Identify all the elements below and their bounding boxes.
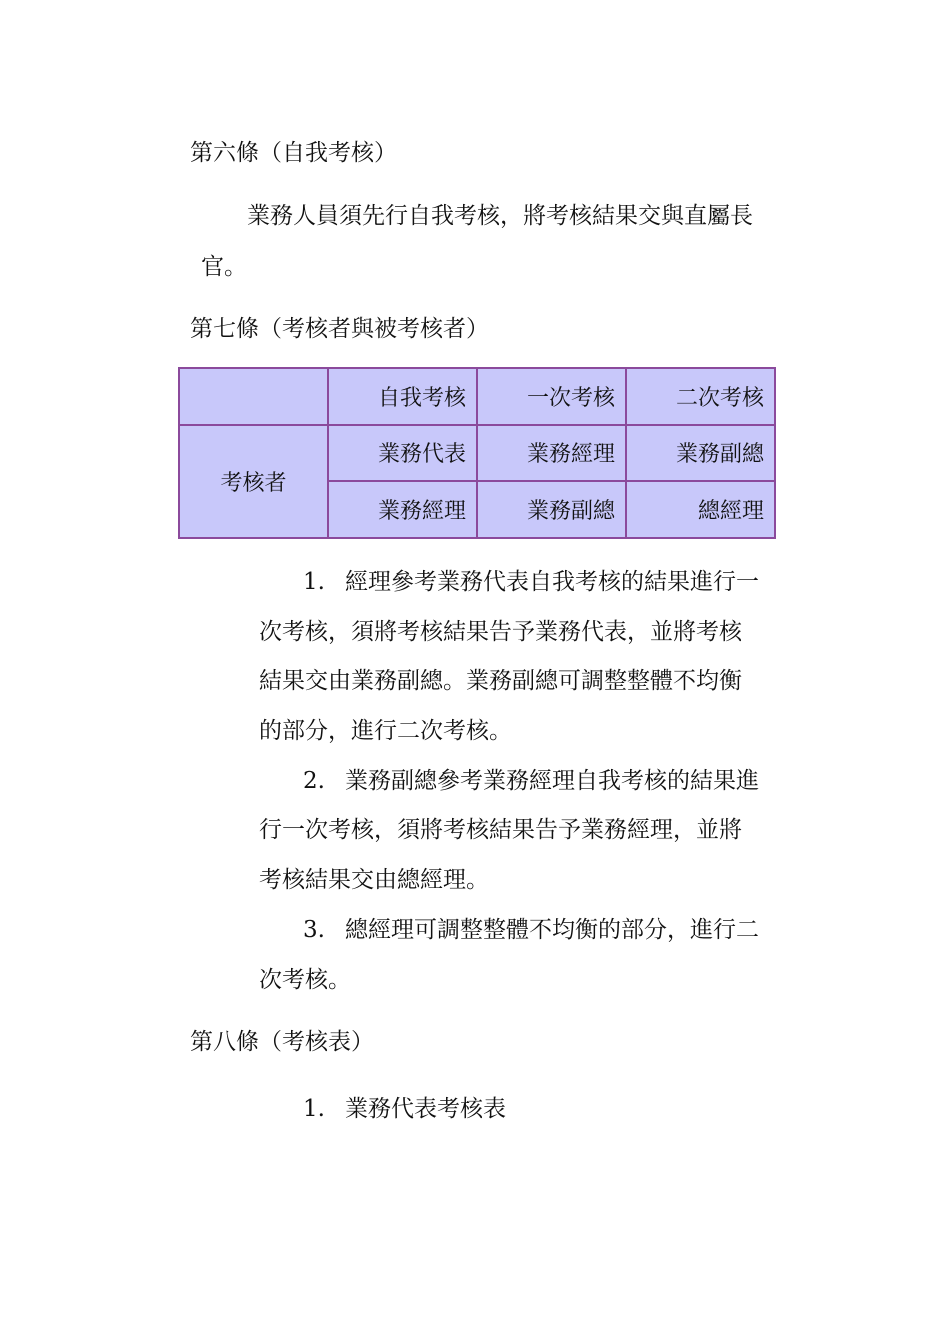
article8-item1-number: 1. [303, 1096, 325, 1122]
table-cell: 業務副總 [626, 425, 775, 482]
article7-heading: 第七條（考核者與被考核者） [190, 316, 489, 342]
table-cell: 業務經理 [477, 425, 626, 482]
article6-heading: 第六條（自我考核） [190, 140, 397, 166]
article7-item3-number: 3. [303, 917, 325, 943]
article7-item1-line1: 經理參考業務代表自我考核的結果進行一 [345, 569, 759, 595]
article8-item1-text: 業務代表考核表 [345, 1096, 506, 1122]
article8-heading: 第八條（考核表） [190, 1029, 374, 1055]
table-row [179, 425, 775, 482]
table-cell: 業務副總 [477, 481, 626, 538]
table-corner-cell [179, 368, 328, 425]
table-cell: 業務經理 [328, 481, 477, 538]
article6-body-line2: 官。 [201, 254, 247, 280]
table-header-cell: 二次考核 [626, 368, 775, 425]
article6-body-line1: 業務人員須先行自我考核，將考核結果交與直屬長 [247, 203, 753, 229]
table-header-cell: 一次考核 [477, 368, 626, 425]
article7-item1-line2: 次考核，須將考核結果告予業務代表，並將考核 [259, 619, 742, 645]
article7-item1-line4: 的部分，進行二次考核。 [259, 718, 512, 744]
article7-item1-line3: 結果交由業務副總。業務副總可調整整體不均衡 [259, 668, 742, 694]
table-cell: 總經理 [626, 481, 775, 538]
article7-item2-number: 2. [303, 768, 325, 794]
article7-item2-line2: 行一次考核，須將考核結果告予業務經理，並將 [259, 817, 742, 843]
table-row-label: 考核者 [179, 425, 328, 538]
table-header-row [179, 368, 775, 425]
table-cell: 業務代表 [328, 425, 477, 482]
table-header-cell: 自我考核 [328, 368, 477, 425]
article7-item1-number: 1. [303, 569, 325, 595]
evaluator-table [178, 367, 776, 539]
article7-item2-line3: 考核結果交由總經理。 [259, 867, 489, 893]
article7-item3-line2: 次考核。 [259, 967, 351, 993]
article7-item3-line1: 總經理可調整整體不均衡的部分，進行二 [345, 917, 759, 943]
article7-item2-line1: 業務副總參考業務經理自我考核的結果進 [345, 768, 759, 794]
